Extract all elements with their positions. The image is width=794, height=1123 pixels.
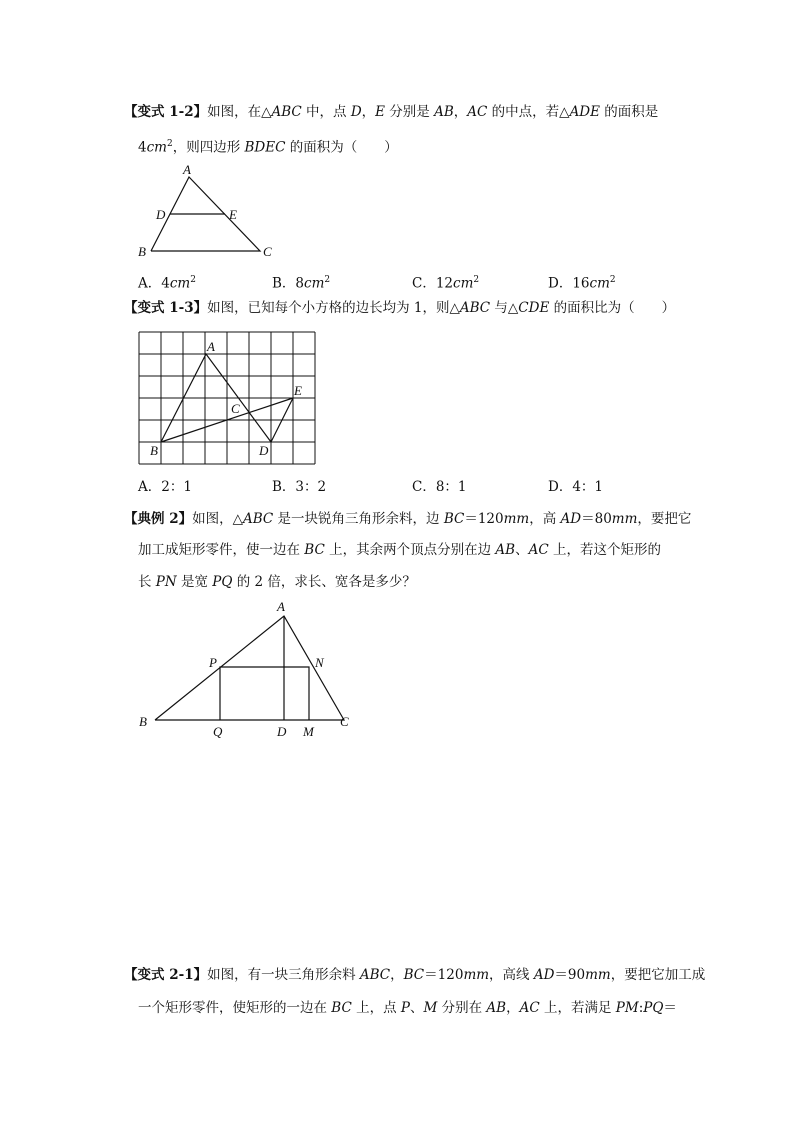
- q13-line-1: 【变式 1-3】如图，已知每个小方格的边长均为 1，则△ABC 与△CDE 的面积比为（ ）: [124, 300, 676, 316]
- q12-option-d[interactable]: D．$16cm^2$: [548, 275, 616, 292]
- q12-label-e: E: [229, 207, 237, 222]
- ex2-label-c: C: [340, 714, 349, 729]
- q13-option-a[interactable]: A．2：1: [138, 479, 192, 495]
- ex2-label-q: Q: [213, 724, 223, 739]
- ex2-label-p: P: [209, 655, 217, 670]
- q12-label-d: D: [156, 207, 166, 222]
- ex2-tag: 【典例 2】: [124, 511, 193, 527]
- q13-option-d[interactable]: D．4：1: [548, 479, 604, 495]
- q13-label-d: D: [259, 443, 269, 458]
- q13-tag: 【变式 1-3】: [124, 300, 208, 316]
- q21-line-2: 一个矩形零件，使矩形的一边在 BC 上，点 P、M 分别在 AB，AC 上，若满足 PM:PQ＝: [138, 1000, 677, 1016]
- q13-option-b[interactable]: B．3：2: [272, 479, 327, 495]
- q12-tag: 【变式 1-2】: [124, 104, 208, 120]
- ex2-label-n: N: [315, 655, 324, 670]
- q13-label-b: B: [150, 443, 158, 458]
- ex2-label-b: B: [139, 714, 147, 729]
- q12-label-b: B: [138, 244, 146, 259]
- q13-label-c: C: [231, 401, 240, 416]
- q12-line-1: 【变式 1-2】如图，在△ABC 中，点 D，E 分别是 AB，AC 的中点，若△ADE 的面积是: [124, 104, 659, 120]
- q13-label-e: E: [294, 383, 302, 398]
- ex2-line-3: 长 PN 是宽 PQ 的 2 倍，求长、宽各是多少？: [138, 574, 416, 590]
- q13-grid-lines: [139, 332, 315, 464]
- q21-tag: 【变式 2-1】: [124, 967, 208, 983]
- ex2-line-1: 【典例 2】如图，△ABC 是一块锐角三角形余料，边 BC＝120mm，高 AD＝80mm，要把它: [124, 511, 692, 527]
- q13-label-a: A: [207, 339, 215, 354]
- ex2-label-d: D: [277, 724, 287, 739]
- q21-line-1: 【变式 2-1】如图，有一块三角形余料 ABC，BC＝120mm，高线 AD＝90mm，要把它加工成: [124, 967, 706, 983]
- q12-option-b[interactable]: B．$8cm^2$: [272, 275, 331, 292]
- q12-label-a: A: [183, 162, 191, 177]
- ex2-label-m: M: [303, 724, 314, 739]
- ex2-line-2: 加工成矩形零件，使一边在 BC 上，其余两个顶点分别在边 AB、AC 上，若这个矩形的: [138, 542, 661, 558]
- ex2-label-a: A: [277, 599, 285, 614]
- q12-line-2: $4cm^2$，则四边形 BDEC 的面积为（ ）: [138, 139, 398, 156]
- q13-option-c[interactable]: C．8：1: [412, 479, 467, 495]
- q12-option-c[interactable]: C．$12cm^2$: [412, 275, 480, 292]
- q12-label-c: C: [263, 244, 272, 259]
- q12-option-a[interactable]: A．$4cm^2$: [138, 275, 196, 292]
